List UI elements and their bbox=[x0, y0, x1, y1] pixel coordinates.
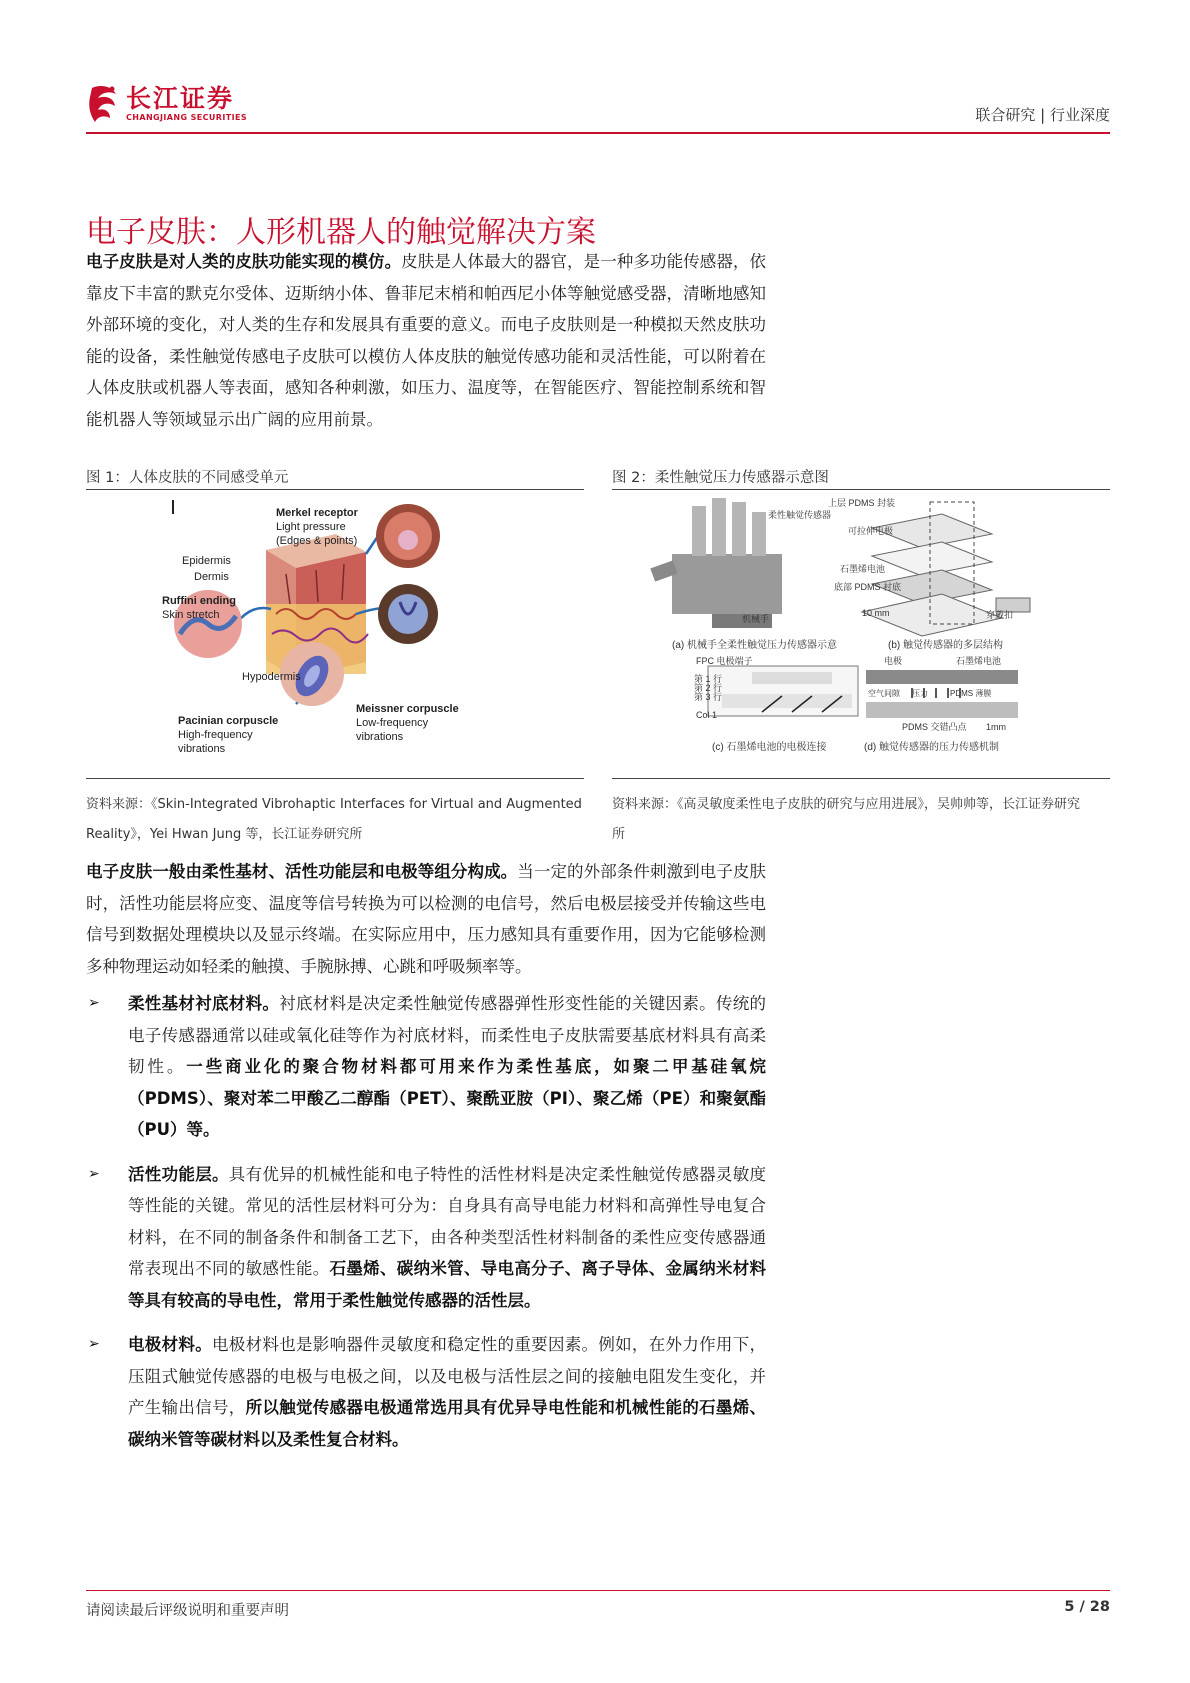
intro-paragraph bbox=[86, 246, 766, 435]
label-sub-d: (d) 触觉传感器的压力传感机制 bbox=[864, 742, 999, 753]
brand-logo[interactable] bbox=[86, 82, 247, 124]
bullet-substrate-text: 衬底材料是决定柔性触觉传感器弹性形变性能的关键因素。传统的电子传感器通常以硅或氧化硅等作为衬底材料，而柔性电子皮肤需要基底材料具有高柔韧性。 bbox=[128, 994, 767, 1076]
label-top-pdms: 上层 PDMS 封装 bbox=[828, 498, 896, 508]
section-title: 电子皮肤：人形机器人的触觉解决方案 bbox=[86, 215, 596, 250]
figure1-source bbox=[86, 790, 586, 850]
label-epidermis: Epidermis bbox=[182, 555, 231, 567]
label-row2: 第 2 行 bbox=[694, 683, 723, 693]
figure2-bottom-rule bbox=[612, 778, 1110, 779]
label-scale-1mm: 1mm bbox=[986, 722, 1006, 732]
label-sensor: 柔性触觉传感器 bbox=[768, 510, 832, 520]
bullet-substrate-tail: 一些商业化的聚合物材料都可用来作为柔性基底，如聚二甲基硅氧烷（PDMS）、聚对苯二甲酸乙二醇酯（PET）、聚酰亚胺（PI）、聚乙烯（PE）和聚氨酯（PU）等。 bbox=[128, 1057, 766, 1139]
bullet-electrode-tail: 所以触觉传感器电极通常选用具有优异导电性能和机械性能的石墨烯、碳纳米管等碳材料以及柔性复合材料。 bbox=[128, 1398, 767, 1449]
figure1-bottom-rule bbox=[86, 778, 584, 779]
label-electrode-stretch: 可拉伸电极 bbox=[848, 526, 894, 536]
disclaimer-link[interactable]: 请阅读最后评级说明和重要声明 bbox=[86, 1603, 289, 1619]
bullet-arrow-icon: ➢ bbox=[88, 995, 100, 1011]
bullet-electrode-lead: 电极材料。 bbox=[128, 1335, 212, 1354]
label-sub-a: (a) 机械手全柔性触觉压力传感器示意 bbox=[672, 640, 837, 651]
figure1-skin-diagram bbox=[86, 494, 584, 780]
footer-divider bbox=[86, 1590, 1110, 1591]
composition-text: 当一定的外部条件刺激到电子皮肤时，活性功能层将应变、温度等信号转换为可以检测的电信号，然后电极层接受并传输这些电信号到数据处理模块以及显示终端。在实际应用中，压力感知具有重要作用，因为它能够检测多种物理运动如轻柔的触摸、手腕脉搏、心跳和呼吸频率等。 bbox=[86, 862, 767, 976]
label-meissner-desc2: vibrations bbox=[356, 731, 404, 743]
figure2-source bbox=[612, 790, 1112, 850]
label-row3: 第 3 行 bbox=[694, 692, 723, 702]
label-pressure: 压力 bbox=[912, 689, 928, 698]
label-electrode: 电极 bbox=[884, 656, 903, 666]
figure2-source-line2: 所 bbox=[612, 827, 626, 842]
material-bullet-list bbox=[86, 988, 766, 1468]
intro-text: 皮肤是人体最大的器官，是一种多功能传感器，依靠皮下丰富的默克尔受体、迈斯纳小体、鲁菲尼末梢和帕西尼小体等触觉感受器，清晰地感知外部环境的变化，对人类的生存和发展具有重要的意义。而电子皮肤则是一种模拟天然皮肤功能的设备，柔性触觉传感电子皮肤可以模仿人体皮肤的触觉传感功能和灵活性能，可以附着在人体皮肤或机器人等表面，感知各种刺激，如压力、温度等，在智能医疗、智能控制系统和智能机器人等领域显示出广阔的应用前景。 bbox=[86, 252, 767, 429]
bullet-substrate-lead: 柔性基材衬底材料。 bbox=[128, 994, 280, 1013]
bullet-active-tail: 石墨烯、碳纳米管、导电高分子、离子导体、金属纳米材料等具有较高的导电性，常用于柔性触觉传感器的活性层。 bbox=[128, 1259, 767, 1310]
label-sub-b: (b) 触觉传感器的多层结构 bbox=[888, 640, 1003, 651]
page-number: 5 / 28 bbox=[1064, 1599, 1110, 1615]
figure1-source-line2: Reality》，Yei Hwan Jung 等，长江证券研究所 bbox=[86, 827, 363, 842]
bullet-arrow-icon: ➢ bbox=[88, 1165, 100, 1182]
label-scale: 10 mm bbox=[862, 608, 890, 618]
bullet-active-text: 具有优异的机械性能和电子特性的活性材料是决定柔性触觉传感器灵敏度等性能的关键。常见的活性层材料可分为：自身具有高导电能力材料和高弹性导电复合材料，在不同的制备条件和制备工艺下，由各种类型活性材料制备的柔性应变传感器通常表现出不同的敏感性能。 bbox=[128, 1164, 767, 1278]
label-merkel-desc1: Light pressure bbox=[276, 521, 346, 533]
bullet-active-lead: 活性功能层。 bbox=[128, 1164, 229, 1184]
label-pdms-bump: PDMS 交错凸点 bbox=[902, 722, 967, 732]
figure1-caption: 图 1：人体皮肤的不同感受单元 bbox=[86, 470, 289, 486]
header-divider bbox=[86, 132, 1110, 134]
robot-hand-illustration bbox=[650, 498, 782, 628]
label-pacinian-desc2: vibrations bbox=[178, 743, 226, 755]
label-pacinian-desc1: High-frequency bbox=[178, 729, 253, 741]
bullet-arrow-icon: ➢ bbox=[88, 1336, 100, 1352]
label-col1: Col 1 bbox=[696, 710, 718, 720]
label-merkel-desc2: (Edges & points) bbox=[276, 535, 358, 547]
figure2-top-rule bbox=[612, 489, 1110, 490]
composition-lead: 电子皮肤一般由柔性基材、活性功能层和电极等组分构成。 bbox=[86, 862, 518, 881]
label-sub-c: (c) 石墨烯电池的电极连接 bbox=[712, 742, 827, 753]
figure1-source-line1: 资料来源：《Skin-Integrated Vibrohaptic Interfaces for Virtual and Augmented bbox=[86, 797, 582, 812]
bullet-electrode bbox=[86, 1329, 766, 1455]
page-header bbox=[86, 82, 1110, 134]
label-bottom-pdms: 底部 PDMS 衬底 bbox=[834, 582, 902, 592]
label-pdms-film: PDMS 薄膜 bbox=[950, 689, 992, 698]
figure2-caption: 图 2：柔性触觉压力传感器示意图 bbox=[612, 470, 829, 486]
label-hypodermis: Hypodermis bbox=[242, 671, 301, 683]
label-ruffini-desc: Skin stretch bbox=[162, 609, 220, 621]
intro-lead: 电子皮肤是对人类的皮肤功能实现的模仿。 bbox=[86, 252, 402, 271]
composition-paragraph bbox=[86, 856, 766, 982]
report-type: 联合研究 | 行业深度 bbox=[975, 106, 1110, 124]
label-needle-buckle: 穿戴扣 bbox=[986, 610, 1014, 620]
label-hand: 机械手 bbox=[742, 614, 770, 624]
label-merkel-title: Merkel receptor bbox=[276, 507, 358, 519]
bullet-electrode-text: 电极材料也是影响器件灵敏度和稳定性的重要因素。例如，在外力作用下，压阻式触觉传感器的电极与电极之间，以及电极与活性层之间的接触电阻发生变化，并产生输出信号， bbox=[128, 1335, 767, 1417]
label-ruffini-title: Ruffini ending bbox=[162, 595, 236, 607]
bullet-substrate bbox=[86, 988, 766, 1146]
label-air-gap: 空气间隙 bbox=[868, 689, 900, 698]
label-meissner-desc1: Low-frequency bbox=[356, 717, 429, 729]
bullet-active-layer bbox=[86, 1159, 766, 1317]
label-dermis: Dermis bbox=[194, 571, 229, 583]
label-meissner-title: Meissner corpuscle bbox=[356, 703, 459, 715]
label-row1: 第 1 行 bbox=[694, 674, 723, 684]
brand-phoenix-icon bbox=[86, 82, 120, 124]
brand-name-cn: 长江证券 bbox=[126, 83, 235, 113]
label-fpc: FPC 电极端子 bbox=[696, 656, 753, 666]
figure2-source-line1: 资料来源：《高灵敏度柔性电子皮肤的研究与应用进展》，吴帅帅等，长江证券研究 bbox=[612, 797, 1081, 812]
electrode-connection-illustration bbox=[708, 666, 858, 716]
label-pacinian-title: Pacinian corpuscle bbox=[178, 715, 279, 727]
label-graphene: 石墨烯电池 bbox=[956, 656, 1002, 666]
figure2-sensor-diagram bbox=[612, 494, 1110, 780]
label-graphene-cell: 石墨烯电池 bbox=[840, 564, 886, 574]
figure1-top-rule bbox=[86, 489, 584, 490]
brand-name-en: CHANGJIANG SECURITIES bbox=[126, 112, 248, 122]
